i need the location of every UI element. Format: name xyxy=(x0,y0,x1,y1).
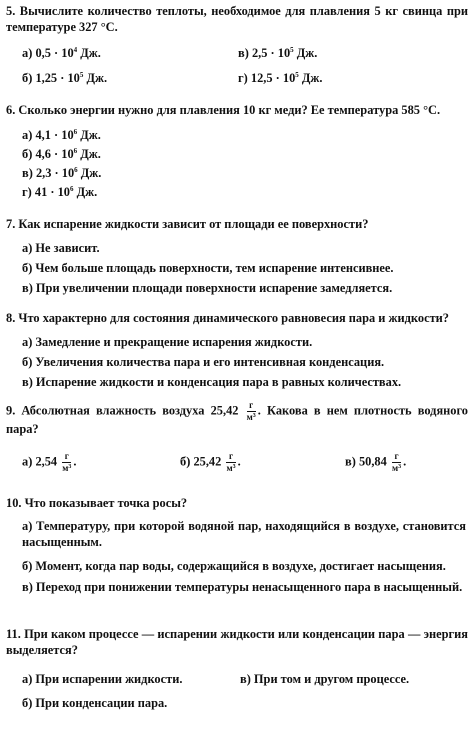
question-7-text: 7. Как испарение жидкости зависит от площади ее поверхности? xyxy=(6,217,369,231)
question-6-text: 6. Сколько энергии нужно для плавления 10 кг меди? Ее температура 585 °С. xyxy=(6,103,441,117)
question-7 xyxy=(6,217,468,233)
answer-5g[interactable] xyxy=(238,71,323,87)
answer-coef: 12,5 · 10 xyxy=(250,71,296,85)
unit-den-exp: 3 xyxy=(232,464,236,470)
question-9 xyxy=(6,401,468,438)
answer-exp: 6 xyxy=(73,147,78,155)
question-8-text: 8. Что характерно для состояния динамического равновесия пара и жидкости? xyxy=(6,311,450,325)
answer-5b[interactable] xyxy=(22,71,107,87)
answer-exp: 6 xyxy=(74,166,78,174)
question-5 xyxy=(6,4,468,35)
unit-numerator: г xyxy=(226,452,235,463)
answer-unit: Дж. xyxy=(293,46,318,60)
answer-coef: 41 · 10 xyxy=(34,185,70,199)
unit-numerator: г xyxy=(392,452,401,463)
unit-fraction xyxy=(247,401,256,422)
answer-exp: 4 xyxy=(73,46,78,54)
answer-8b[interactable]: б) Увеличения количества пара и его интенсивная конденсация. xyxy=(22,355,385,369)
unit-denominator xyxy=(62,463,71,473)
unit-numerator: г xyxy=(247,401,256,412)
answer-letter: а) xyxy=(22,454,33,469)
unit-den-exp: 3 xyxy=(398,464,402,470)
answer-coef: 1,25 · 10 xyxy=(35,71,80,85)
answer-coef: 2,5 · 10 xyxy=(251,46,291,60)
answer-unit: Дж. xyxy=(77,128,101,142)
answer-value: 50,84 xyxy=(358,454,387,469)
unit-denominator xyxy=(392,463,401,473)
question-9-text-after: . Какова в нем плотность водяного пара? xyxy=(6,403,468,436)
answer-coef: 4,6 · 10 xyxy=(35,147,74,161)
answer-unit: Дж. xyxy=(298,71,323,85)
answer-tail: . xyxy=(403,454,407,469)
answer-letter: в) xyxy=(238,46,249,60)
answer-letter: а) xyxy=(22,46,33,60)
answer-exp: 5 xyxy=(295,71,299,79)
answer-11a[interactable]: а) При испарении жидкости. xyxy=(22,672,183,686)
answer-value: 25,42 xyxy=(193,454,222,469)
unit-den-exp: 3 xyxy=(252,413,256,419)
answer-unit: Дж. xyxy=(83,71,108,85)
unit-fraction xyxy=(226,452,235,473)
answer-9a[interactable] xyxy=(22,452,76,473)
question-8 xyxy=(6,311,468,327)
question-5-text: 5. Вычислите количество теплоты, необходимое для плавления 5 кг свинца при температуре 327 °С. xyxy=(6,4,468,34)
answer-5v[interactable] xyxy=(238,46,317,62)
answer-exp: 6 xyxy=(69,185,74,193)
answer-letter: а) xyxy=(22,128,33,142)
answer-letter: б) xyxy=(180,454,191,469)
unit-fraction xyxy=(62,452,71,473)
answer-tail: . xyxy=(237,454,241,469)
answer-letter: б) xyxy=(22,71,33,85)
unit-den-base: м xyxy=(391,463,399,473)
answer-8v[interactable]: в) Испарение жидкости и конденсация пара в равных количествах. xyxy=(22,375,402,389)
answer-coef: 2,3 · 10 xyxy=(35,166,75,180)
answer-letter: б) xyxy=(22,147,33,161)
unit-den-base: м xyxy=(246,412,253,422)
answer-exp: 5 xyxy=(79,71,84,79)
answer-8a[interactable]: а) Замедление и прекращение испарения жидкости. xyxy=(22,335,313,349)
question-11-text: 11. При каком процессе — испарении жидкости или конденсации пара — энергия выделяется? xyxy=(6,627,468,657)
question-11 xyxy=(6,627,468,658)
answer-9b[interactable] xyxy=(180,452,241,473)
answer-coef: 4,1 · 10 xyxy=(35,128,74,142)
answer-letter: г) xyxy=(238,71,248,85)
question-9-text xyxy=(6,401,468,438)
answer-6v[interactable] xyxy=(22,166,101,182)
answer-unit: Дж. xyxy=(77,166,102,180)
answer-7v[interactable]: в) При увеличении площади поверхности испарение замедляется. xyxy=(22,281,393,295)
question-9-text-before: 9. Абсолютная влажность воздуха 25,42 xyxy=(6,403,239,418)
answer-letter: в) xyxy=(22,166,33,180)
answer-6b[interactable] xyxy=(22,147,101,163)
answer-6g[interactable] xyxy=(22,185,97,201)
question-10 xyxy=(6,496,468,512)
answer-value: 2,54 xyxy=(35,454,58,469)
unit-denominator xyxy=(226,463,235,473)
unit-fraction xyxy=(392,452,401,473)
answer-unit: Дж. xyxy=(73,185,98,199)
unit-denominator xyxy=(247,412,256,422)
answer-letter: г) xyxy=(22,185,32,199)
answer-letter: в) xyxy=(345,454,356,469)
question-6 xyxy=(6,103,468,119)
answer-tail: . xyxy=(73,454,77,469)
answer-unit: Дж. xyxy=(77,147,101,161)
answer-11v[interactable]: в) При том и другом процессе. xyxy=(240,672,410,686)
answer-10v[interactable]: в) Переход при понижении температуры ненасыщенного пара в насыщенный. xyxy=(22,580,463,594)
answer-7b[interactable]: б) Чем больше площадь поверхности, тем испарение интенсивнее. xyxy=(22,261,394,275)
answer-10a[interactable]: а) Температуру, при которой водяной пар, находящийся в воздухе, становится насыщенным. xyxy=(22,519,466,549)
question-10-text: 10. Что показывает точка росы? xyxy=(6,496,188,510)
unit-den-exp: 3 xyxy=(68,464,72,470)
unit-numerator: г xyxy=(62,452,71,463)
answer-10b[interactable]: б) Момент, когда пар воды, содержащийся в воздухе, достигает насыщения. xyxy=(22,559,446,573)
answer-9v[interactable] xyxy=(345,452,406,473)
answer-5a[interactable] xyxy=(22,46,101,62)
answer-7a[interactable]: а) Не зависит. xyxy=(22,241,100,255)
answer-exp: 6 xyxy=(73,128,78,136)
answer-unit: Дж. xyxy=(77,46,101,60)
unit-den-base: м xyxy=(62,463,69,473)
unit-den-base: м xyxy=(226,463,233,473)
answer-coef: 0,5 · 10 xyxy=(35,46,74,60)
answer-6a[interactable] xyxy=(22,128,101,144)
answer-exp: 5 xyxy=(290,46,294,54)
answer-11b[interactable]: б) При конденсации пара. xyxy=(22,696,168,710)
